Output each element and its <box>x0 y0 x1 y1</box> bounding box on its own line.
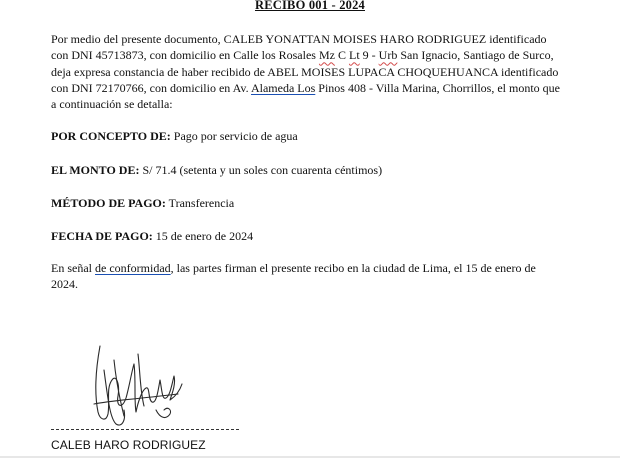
receipt-title: RECIBO 001 - 2024 <box>254 0 365 12</box>
field-concept-value: Pago por servicio de agua <box>170 129 298 143</box>
intro-text-5: 9 - <box>359 48 379 63</box>
field-concept-label: POR CONCEPTO DE: <box>51 129 171 143</box>
intro-text-7: San Ignacio, Santiago de Surco, deja expresa constancia de haber recibido de ABEL MOISES LUPACA CHOQUEHUANCA identificado con DNI 72170766, con domicilio en Av. <box>51 48 559 95</box>
intro-text-1: Por medio del presente documento, CALEB YONATTAN MOISES HARO RODRIGUEZ identificado con DNI 45713873, con domicilio en Calle los Rosales <box>51 32 547 63</box>
handwritten-signature <box>86 340 186 430</box>
closing-underlined-conformidad: de conformidad <box>95 261 171 275</box>
field-amount-label: EL MONTO DE: <box>51 163 140 177</box>
field-payment-method-label: MÉTODO DE PAGO: <box>51 196 166 210</box>
signatory-name: CALEB HARO RODRIGUEZ <box>51 438 206 452</box>
closing-text-3: , las partes firman el presente recibo en la ciudad de Lima, el 15 de enero de 2024. <box>51 261 536 292</box>
intro-underlined-alameda: Alameda Los <box>250 80 316 95</box>
field-payment-date-value: 15 de enero de 2024 <box>152 229 254 243</box>
field-amount-value: S/ 71.4 (setenta y un soles con cuarenta céntimos) <box>139 163 383 177</box>
closing-paragraph <box>51 260 561 293</box>
field-payment-date <box>51 228 253 244</box>
intro-misspelled-urb: Urb <box>378 48 398 63</box>
page-edge-divider <box>0 456 620 461</box>
intro-misspelled-mz: Mz <box>318 48 335 63</box>
intro-paragraph <box>51 31 561 112</box>
field-payment-date-label: FECHA DE PAGO: <box>51 229 153 243</box>
intro-text-9: Pinos 408 - Villa Marina, Chorrillos, el monto que a continuación se detalla: <box>51 80 561 112</box>
intro-text-3: C <box>334 48 349 63</box>
closing-text-1: En señal <box>51 261 95 275</box>
field-concept <box>51 128 298 144</box>
intro-misspelled-lt: Lt <box>348 48 360 63</box>
field-payment-method-value: Transferencia <box>165 196 235 210</box>
field-payment-method <box>51 195 234 211</box>
signature-line <box>51 429 239 430</box>
field-amount <box>51 162 382 178</box>
